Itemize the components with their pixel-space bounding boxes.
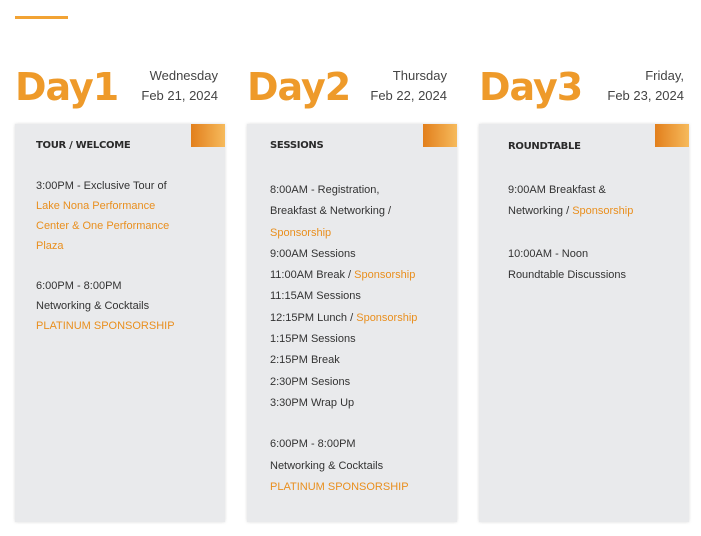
spacer [36, 256, 215, 276]
day1-date-text: Feb 21, 2024 [141, 88, 218, 103]
sponsorship-link[interactable]: PLATINUM SPONSORSHIP [36, 320, 175, 332]
day3-schedule [508, 180, 679, 286]
day2-card-title: SESSIONS [270, 140, 324, 151]
card-corner-tab [423, 124, 457, 147]
schedule-line [270, 308, 447, 329]
day1-column [15, 0, 225, 536]
day1-date [141, 66, 218, 106]
day3-weekday: Friday, [645, 68, 684, 83]
day1-card-title: TOUR / WELCOME [36, 140, 131, 151]
schedule-link[interactable]: Plaza [36, 240, 64, 252]
sponsorship-link[interactable]: Sponsorship [270, 226, 332, 239]
day3-card-title: ROUNDTABLE [508, 141, 581, 152]
schedule-link[interactable]: Center & One Performance [36, 220, 170, 232]
schedule-line: 11:15AM Sessions [270, 290, 361, 303]
schedule-line: 6:00PM - 8:00PM [36, 280, 122, 292]
schedule-line: Roundtable Discussions [508, 269, 627, 281]
day1-schedule [36, 176, 215, 336]
sponsorship-link[interactable]: Sponsorship [354, 269, 416, 282]
day3-heading: Day3 [479, 65, 583, 109]
schedule-line: 3:30PM Wrap Up [270, 396, 355, 409]
day2-weekday: Thursday [392, 68, 447, 83]
schedule-line: 2:30PM Sesions [270, 375, 351, 388]
card-corner-tab [191, 124, 225, 147]
schedule-link[interactable]: Lake Nona Performance [36, 200, 156, 212]
spacer [270, 414, 447, 434]
day2-schedule [270, 180, 447, 498]
sponsorship-link[interactable]: Sponsorship [572, 205, 634, 217]
schedule-line: 1:15PM Sessions [270, 333, 356, 346]
sponsorship-link[interactable]: PLATINUM SPONSORSHIP [270, 480, 409, 493]
day1-card [15, 124, 225, 522]
day2-heading: Day2 [247, 65, 351, 109]
day2-column [247, 0, 457, 536]
card-corner-tab [655, 124, 689, 147]
schedule-text: Networking / [508, 205, 573, 217]
schedule-line: 9:00AM Sessions [270, 247, 356, 260]
schedule-text: 11:00AM Break / [270, 269, 355, 282]
spacer [508, 222, 679, 244]
day3-date-text: Feb 23, 2024 [607, 88, 684, 103]
day3-date [607, 66, 684, 106]
schedule-text: 12:15PM Lunch / [270, 311, 357, 324]
schedule-line: Networking & Cocktails [270, 459, 384, 472]
day3-column [479, 0, 689, 536]
schedule-line [508, 201, 679, 222]
schedule-line: 10:00AM - Noon [508, 248, 589, 260]
schedule-line: 2:15PM Break [270, 354, 340, 367]
schedule-line: Breakfast & Networking / [270, 205, 392, 218]
day3-card [479, 124, 689, 522]
schedule-line: 8:00AM - Registration, [270, 184, 380, 196]
schedule-line: Networking & Cocktails [36, 300, 150, 312]
schedule-line [270, 265, 447, 286]
schedule-line: 6:00PM - 8:00PM [270, 438, 356, 451]
sponsorship-link[interactable]: Sponsorship [356, 311, 418, 324]
day2-date-text: Feb 22, 2024 [370, 88, 447, 103]
schedule-line: 9:00AM Breakfast & [508, 184, 606, 196]
day2-card [247, 124, 457, 522]
day1-heading: Day1 [15, 65, 119, 109]
day2-date [370, 66, 447, 106]
schedule-line: 3:00PM - Exclusive Tour of [36, 180, 167, 192]
day1-weekday: Wednesday [149, 68, 218, 83]
